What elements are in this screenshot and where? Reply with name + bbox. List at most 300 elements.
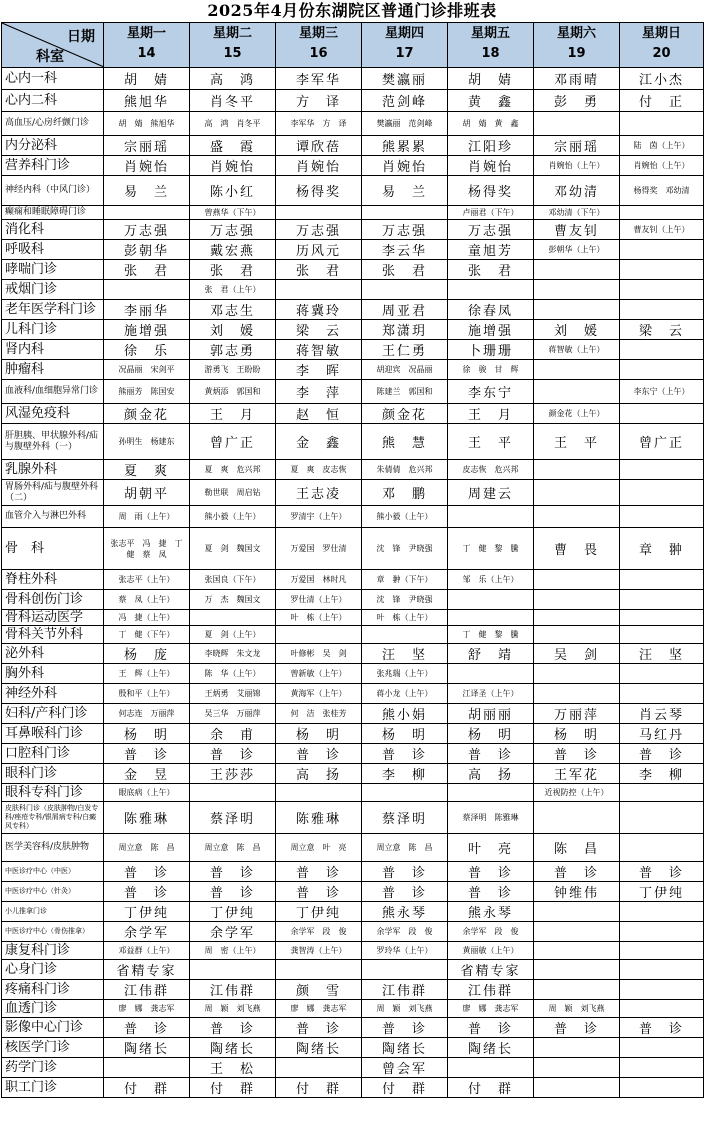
- schedule-cell: 万志强: [362, 220, 448, 240]
- day-name: 星期四: [384, 26, 424, 41]
- schedule-row: [2, 764, 704, 784]
- schedule-cell: 普 诊: [362, 862, 448, 882]
- schedule-cell: 普 诊: [448, 862, 534, 882]
- schedule-cell: [190, 610, 276, 626]
- schedule-cell: 张 君（上午）: [190, 280, 276, 300]
- schedule-cell: [620, 112, 704, 136]
- schedule-cell: 熊累累: [362, 136, 448, 156]
- schedule-cell: 万志强: [276, 220, 362, 240]
- department-name: 癫痫和睡眠障碍门诊: [2, 206, 104, 220]
- schedule-cell: 蔡泽明 陈雅琳: [448, 802, 534, 834]
- schedule-cell: [104, 206, 190, 220]
- schedule-cell: [276, 280, 362, 300]
- department-name: 神经外科: [2, 684, 104, 704]
- schedule-cell: 颜金花（上午）: [534, 404, 620, 424]
- schedule-cell: [534, 610, 620, 626]
- dept-axis-label: 科室: [36, 49, 64, 65]
- schedule-cell: [620, 1058, 704, 1078]
- schedule-cell: 普 诊: [190, 862, 276, 882]
- schedule-cell: 廖 娜 龚志军: [276, 1000, 362, 1018]
- schedule-cell: 汪 坚: [620, 644, 704, 664]
- department-name: 核医学门诊: [2, 1038, 104, 1058]
- schedule-cell: 刘 媛: [534, 320, 620, 340]
- schedule-cell: 普 诊: [620, 744, 704, 764]
- schedule-row: [2, 724, 704, 744]
- schedule-cell: 周 颖 刘飞燕: [362, 1000, 448, 1018]
- schedule-cell: 宗丽瑶: [104, 136, 190, 156]
- schedule-cell: 付 群: [362, 1078, 448, 1098]
- schedule-cell: 李云华: [362, 240, 448, 260]
- schedule-row: [2, 156, 704, 176]
- day-name: 星期日: [641, 26, 681, 41]
- schedule-cell: [620, 300, 704, 320]
- schedule-cell: 陈雅琳: [276, 802, 362, 834]
- schedule-row: [2, 784, 704, 802]
- schedule-row: [2, 626, 704, 644]
- department-name: 胸外科: [2, 664, 104, 684]
- schedule-cell: 高 鸿 肖冬平: [190, 112, 276, 136]
- schedule-row: [2, 684, 704, 704]
- schedule-cell: 卢丽君（下午）: [448, 206, 534, 220]
- schedule-cell: 何志连 万丽萍: [104, 704, 190, 724]
- schedule-cell: [620, 942, 704, 960]
- day-name: 星期二: [212, 26, 252, 41]
- schedule-cell: 杨 明: [104, 724, 190, 744]
- schedule-cell: 章 翀: [620, 528, 704, 570]
- schedule-cell: 李 萍: [276, 380, 362, 404]
- schedule-row: [2, 922, 704, 942]
- schedule-row: [2, 176, 704, 206]
- schedule-cell: 李 柳: [620, 764, 704, 784]
- schedule-row: [2, 590, 704, 610]
- schedule-cell: 普 诊: [104, 882, 190, 902]
- schedule-cell: [534, 942, 620, 960]
- schedule-cell: [620, 1000, 704, 1018]
- department-name: 脊柱外科: [2, 570, 104, 590]
- schedule-row: [2, 280, 704, 300]
- schedule-cell: 丁伊纯: [190, 902, 276, 922]
- schedule-cell: 邓幼清: [534, 176, 620, 206]
- schedule-cell: 彭 勇: [534, 90, 620, 112]
- schedule-cell: 叶修彬 吴 剑: [276, 644, 362, 664]
- schedule-cell: 高 扬: [276, 764, 362, 784]
- schedule-cell: 肖冬平: [190, 90, 276, 112]
- schedule-cell: 丁伊纯: [104, 902, 190, 922]
- schedule-cell: [620, 360, 704, 380]
- schedule-cell: 李军华 方 译: [276, 112, 362, 136]
- schedule-cell: 普 诊: [534, 862, 620, 882]
- schedule-cell: [620, 960, 704, 980]
- department-name: 高血压/心房纤颤门诊: [2, 112, 104, 136]
- day-header: [534, 23, 620, 68]
- schedule-cell: 王 平: [534, 424, 620, 460]
- schedule-cell: [620, 664, 704, 684]
- day-name: 星期一: [126, 26, 166, 41]
- schedule-cell: 李 晖: [276, 360, 362, 380]
- schedule-cell: 万志强: [448, 220, 534, 240]
- schedule-cell: [534, 300, 620, 320]
- schedule-cell: 李晓辉 朱文龙: [190, 644, 276, 664]
- schedule-cell: 李 柳: [362, 764, 448, 784]
- schedule-cell: 沈 锋 尹晓强: [362, 590, 448, 610]
- schedule-cell: 罗清宇（上午）: [276, 506, 362, 528]
- schedule-cell: 邓益群（上午）: [104, 942, 190, 960]
- schedule-cell: 金 鑫: [276, 424, 362, 460]
- corner-header: [2, 23, 104, 68]
- schedule-cell: 吴 剑: [534, 644, 620, 664]
- department-name: 骨科创伤门诊: [2, 590, 104, 610]
- schedule-cell: 周亚君: [362, 300, 448, 320]
- schedule-cell: [620, 1078, 704, 1098]
- schedule-row: [2, 360, 704, 380]
- schedule-cell: [620, 240, 704, 260]
- schedule-row: [2, 240, 704, 260]
- schedule-row: [2, 136, 704, 156]
- department-name: 妇科/产科门诊: [2, 704, 104, 724]
- schedule-cell: 普 诊: [620, 862, 704, 882]
- schedule-cell: 张 君: [190, 260, 276, 280]
- schedule-cell: 徐 骏 甘 辉: [448, 360, 534, 380]
- department-name: 肝胆胰、甲状腺外科/疝与腹壁外科（一）: [2, 424, 104, 460]
- schedule-cell: [534, 1078, 620, 1098]
- schedule-row: [2, 1038, 704, 1058]
- schedule-cell: 付 群: [448, 1078, 534, 1098]
- schedule-cell: 陈小红: [190, 176, 276, 206]
- schedule-cell: [104, 1058, 190, 1078]
- department-name: 药学门诊: [2, 1058, 104, 1078]
- department-name: 肾内科: [2, 340, 104, 360]
- department-name: 康复科门诊: [2, 942, 104, 960]
- schedule-cell: 邹 乐（上午）: [448, 570, 534, 590]
- schedule-cell: 陈 华（上午）: [190, 664, 276, 684]
- schedule-row: [2, 460, 704, 480]
- department-name: 胃肠外科/疝与腹壁外科（二）: [2, 480, 104, 506]
- schedule-row: [2, 960, 704, 980]
- schedule-cell: 张志平 冯 捷 丁 健 蔡 凤: [104, 528, 190, 570]
- schedule-cell: 普 诊: [620, 1018, 704, 1038]
- schedule-cell: 胡 婧 黄 鑫: [448, 112, 534, 136]
- schedule-cell: 吴三华 万丽萍: [190, 704, 276, 724]
- schedule-row: [2, 1000, 704, 1018]
- schedule-cell: 普 诊: [534, 1018, 620, 1038]
- department-name: 消化科: [2, 220, 104, 240]
- schedule-cell: [448, 610, 534, 626]
- schedule-cell: 肖婉怡: [104, 156, 190, 176]
- schedule-cell: [534, 506, 620, 528]
- schedule-cell: [534, 480, 620, 506]
- schedule-cell: 普 诊: [448, 882, 534, 902]
- schedule-cell: 戴宏燕: [190, 240, 276, 260]
- day-header: [276, 23, 362, 68]
- schedule-cell: 罗仕清（上午）: [276, 590, 362, 610]
- schedule-cell: 普 诊: [190, 744, 276, 764]
- schedule-row: [2, 1018, 704, 1038]
- schedule-cell: [620, 610, 704, 626]
- schedule-row: [2, 220, 704, 240]
- schedule-cell: 熊永琴: [448, 902, 534, 922]
- schedule-cell: 江伟群: [362, 980, 448, 1000]
- schedule-cell: 勒世联 周启钻: [190, 480, 276, 506]
- day-date: 20: [652, 46, 671, 61]
- schedule-cell: 盛 霞: [190, 136, 276, 156]
- schedule-cell: 何 洁 张桂芳: [276, 704, 362, 724]
- schedule-cell: 付 群: [276, 1078, 362, 1098]
- schedule-cell: [534, 1038, 620, 1058]
- schedule-cell: [620, 260, 704, 280]
- schedule-cell: 王炳勇 艾丽锦: [190, 684, 276, 704]
- department-name: 皮肤科门诊（皮肤肿物/白发专科/痤疮专科/银屑病专科/白癜风专科）: [2, 802, 104, 834]
- department-name: 神经内科（中风门诊）: [2, 176, 104, 206]
- schedule-cell: 肖婉怡: [276, 156, 362, 176]
- schedule-cell: 黄炳添 郭国和: [190, 380, 276, 404]
- header-row: [2, 23, 704, 68]
- schedule-cell: 王莎莎: [190, 764, 276, 784]
- schedule-cell: 梁 云: [276, 320, 362, 340]
- schedule-cell: 肖婉怡（上午）: [620, 156, 704, 176]
- department-name: 口腔科门诊: [2, 744, 104, 764]
- schedule-cell: 邓雨晴: [534, 68, 620, 90]
- schedule-cell: 丁 健 黎 騰: [448, 626, 534, 644]
- schedule-cell: [448, 506, 534, 528]
- schedule-cell: 邓 鹏: [362, 480, 448, 506]
- schedule-cell: 蔡泽明: [190, 802, 276, 834]
- schedule-cell: 童旭芳: [448, 240, 534, 260]
- schedule-cell: 周 雨（上午）: [104, 506, 190, 528]
- schedule-row: [2, 112, 704, 136]
- schedule-cell: [534, 260, 620, 280]
- schedule-cell: 普 诊: [190, 1018, 276, 1038]
- schedule-cell: 赵 恒: [276, 404, 362, 424]
- day-name: 星期五: [470, 26, 510, 41]
- department-name: 风湿免疫科: [2, 404, 104, 424]
- schedule-cell: [620, 340, 704, 360]
- schedule-cell: [620, 802, 704, 834]
- department-name: 中医诊疗中心（骨伤推拿）: [2, 922, 104, 942]
- schedule-cell: 章 翀（下午）: [362, 570, 448, 590]
- department-name: 泌外科: [2, 644, 104, 664]
- schedule-cell: 朱倩倩 危兴邦: [362, 460, 448, 480]
- schedule-cell: 陈 昌: [534, 834, 620, 862]
- schedule-cell: [620, 460, 704, 480]
- schedule-cell: 余学军: [104, 922, 190, 942]
- department-name: 呼吸科: [2, 240, 104, 260]
- schedule-cell: 龚智涛（上午）: [276, 942, 362, 960]
- schedule-row: [2, 802, 704, 834]
- schedule-cell: 万爱国 罗仕清: [276, 528, 362, 570]
- schedule-cell: 普 诊: [276, 862, 362, 882]
- schedule-cell: 况晶丽 宋剑平: [104, 360, 190, 380]
- schedule-cell: 夏 爽 皮志恢: [276, 460, 362, 480]
- schedule-row: [2, 90, 704, 112]
- department-name: 眼科门诊: [2, 764, 104, 784]
- schedule-cell: [276, 626, 362, 644]
- page-title: 2025年4月份东湖院区普通门诊排班表: [207, 1, 497, 20]
- schedule-row: [2, 300, 704, 320]
- schedule-cell: 熊丽芳 陈国安: [104, 380, 190, 404]
- department-name: 哮喘门诊: [2, 260, 104, 280]
- schedule-cell: [620, 834, 704, 862]
- schedule-cell: 施增强: [448, 320, 534, 340]
- schedule-cell: 张 君: [362, 260, 448, 280]
- schedule-cell: 张兆瑞（上午）: [362, 664, 448, 684]
- schedule-cell: [362, 280, 448, 300]
- schedule-cell: 普 诊: [362, 744, 448, 764]
- schedule-cell: 易 兰: [104, 176, 190, 206]
- schedule-cell: 邓幼清（下午）: [534, 206, 620, 220]
- schedule-cell: 杨 庞: [104, 644, 190, 664]
- schedule-row: [2, 664, 704, 684]
- schedule-cell: 张 君: [104, 260, 190, 280]
- schedule-cell: [534, 460, 620, 480]
- department-name: 眼科专科门诊: [2, 784, 104, 802]
- day-header: [362, 23, 448, 68]
- schedule-row: [2, 862, 704, 882]
- day-date: 14: [137, 46, 156, 61]
- schedule-cell: 曾燕华（下午）: [190, 206, 276, 220]
- schedule-cell: 普 诊: [534, 744, 620, 764]
- schedule-cell: [362, 626, 448, 644]
- schedule-cell: 江伟群: [190, 980, 276, 1000]
- schedule-cell: 叶 亮: [448, 834, 534, 862]
- schedule-cell: 曾广正: [620, 424, 704, 460]
- schedule-cell: [620, 1038, 704, 1058]
- schedule-cell: 周 颖 刘飞燕: [190, 1000, 276, 1018]
- schedule-cell: 易 兰: [362, 176, 448, 206]
- schedule-cell: 樊瀛丽: [362, 68, 448, 90]
- schedule-cell: 曾新敏（上午）: [276, 664, 362, 684]
- schedule-cell: 范剑峰: [362, 90, 448, 112]
- schedule-cell: 彭朝华（上午）: [534, 240, 620, 260]
- department-name: 血管介入与淋巴外科: [2, 506, 104, 528]
- schedule-cell: 夏 剑（上午）: [190, 626, 276, 644]
- schedule-cell: [620, 922, 704, 942]
- schedule-cell: 汪 坚: [362, 644, 448, 664]
- schedule-cell: 周立意 叶 亮: [276, 834, 362, 862]
- schedule-row: [2, 902, 704, 922]
- schedule-cell: [104, 280, 190, 300]
- schedule-cell: 普 诊: [276, 744, 362, 764]
- schedule-cell: [534, 380, 620, 404]
- department-name: 儿科门诊: [2, 320, 104, 340]
- schedule-cell: 曹友钊（上午）: [620, 220, 704, 240]
- schedule-cell: 钟维伟: [534, 882, 620, 902]
- schedule-cell: [276, 1058, 362, 1078]
- day-header: [620, 23, 704, 68]
- schedule-cell: [534, 1058, 620, 1078]
- schedule-table: [1, 22, 704, 1098]
- schedule-cell: [620, 684, 704, 704]
- schedule-cell: 万志强: [104, 220, 190, 240]
- schedule-cell: [448, 280, 534, 300]
- schedule-cell: 杨得奖 邓幼清: [620, 176, 704, 206]
- department-name: 中医诊疗中心（中医）: [2, 862, 104, 882]
- schedule-cell: 王仁勇: [362, 340, 448, 360]
- schedule-cell: 普 诊: [448, 1018, 534, 1038]
- date-axis-label: 日期: [67, 29, 95, 45]
- schedule-row: [2, 570, 704, 590]
- department-name: 疼痛科门诊: [2, 980, 104, 1000]
- schedule-cell: 江译圣（上午）: [448, 684, 534, 704]
- schedule-cell: 周立意 陈 昌: [104, 834, 190, 862]
- schedule-cell: 熊永琴: [362, 902, 448, 922]
- schedule-cell: 余学军: [190, 922, 276, 942]
- schedule-cell: [276, 960, 362, 980]
- department-name: 肿瘤科: [2, 360, 104, 380]
- schedule-cell: [620, 280, 704, 300]
- schedule-cell: 普 诊: [104, 862, 190, 882]
- schedule-cell: 熊 慧: [362, 424, 448, 460]
- schedule-cell: 王 松: [190, 1058, 276, 1078]
- schedule-cell: 江伟群: [104, 980, 190, 1000]
- schedule-cell: 余学军 段 俊: [448, 922, 534, 942]
- schedule-cell: 高 扬: [448, 764, 534, 784]
- schedule-cell: 胡丽丽: [448, 704, 534, 724]
- schedule-cell: 历风元: [276, 240, 362, 260]
- schedule-cell: 蒋小龙（上午）: [362, 684, 448, 704]
- department-name: 血液科/血细胞异常门诊: [2, 380, 104, 404]
- schedule-cell: 周建云: [448, 480, 534, 506]
- schedule-cell: 付 正: [620, 90, 704, 112]
- schedule-cell: [362, 784, 448, 802]
- schedule-cell: [620, 902, 704, 922]
- schedule-row: [2, 68, 704, 90]
- schedule-cell: 陈雅琳: [104, 802, 190, 834]
- schedule-cell: 杨得奖: [276, 176, 362, 206]
- schedule-cell: [362, 206, 448, 220]
- day-name: 星期六: [556, 26, 596, 41]
- schedule-cell: 万丽萍: [534, 704, 620, 724]
- schedule-cell: [534, 360, 620, 380]
- schedule-row: [2, 320, 704, 340]
- schedule-cell: [534, 922, 620, 942]
- schedule-row: [2, 424, 704, 460]
- schedule-cell: 熊小娟: [362, 704, 448, 724]
- schedule-cell: 金 昱: [104, 764, 190, 784]
- schedule-cell: 普 诊: [362, 1018, 448, 1038]
- schedule-cell: 普 诊: [276, 1018, 362, 1038]
- schedule-cell: 肖婉怡: [362, 156, 448, 176]
- schedule-row: [2, 340, 704, 360]
- department-name: 心身门诊: [2, 960, 104, 980]
- schedule-cell: 曾广正: [190, 424, 276, 460]
- schedule-cell: 普 诊: [104, 1018, 190, 1038]
- schedule-cell: 施增强: [104, 320, 190, 340]
- schedule-cell: 陈建兰 郭国和: [362, 380, 448, 404]
- schedule-cell: 张国良（下午）: [190, 570, 276, 590]
- day-date: 17: [395, 46, 414, 61]
- schedule-cell: [190, 960, 276, 980]
- schedule-cell: 万爱国 林时凡: [276, 570, 362, 590]
- schedule-cell: 江阳珍: [448, 136, 534, 156]
- schedule-cell: 蒋智敏（上午）: [534, 340, 620, 360]
- schedule-cell: 邓志生: [190, 300, 276, 320]
- schedule-cell: 陶绪长: [362, 1038, 448, 1058]
- schedule-cell: 宗丽瑶: [534, 136, 620, 156]
- schedule-cell: 杨 明: [448, 724, 534, 744]
- schedule-row: [2, 882, 704, 902]
- schedule-cell: 卜珊珊: [448, 340, 534, 360]
- schedule-cell: 徐春凤: [448, 300, 534, 320]
- day-header: [190, 23, 276, 68]
- schedule-row: [2, 404, 704, 424]
- schedule-row: [2, 480, 704, 506]
- schedule-cell: 杨 明: [362, 724, 448, 744]
- schedule-cell: 郑潇玥: [362, 320, 448, 340]
- day-date: 18: [481, 46, 500, 61]
- day-date: 15: [223, 46, 242, 61]
- day-name: 星期三: [298, 26, 338, 41]
- schedule-cell: 蒋智敏: [276, 340, 362, 360]
